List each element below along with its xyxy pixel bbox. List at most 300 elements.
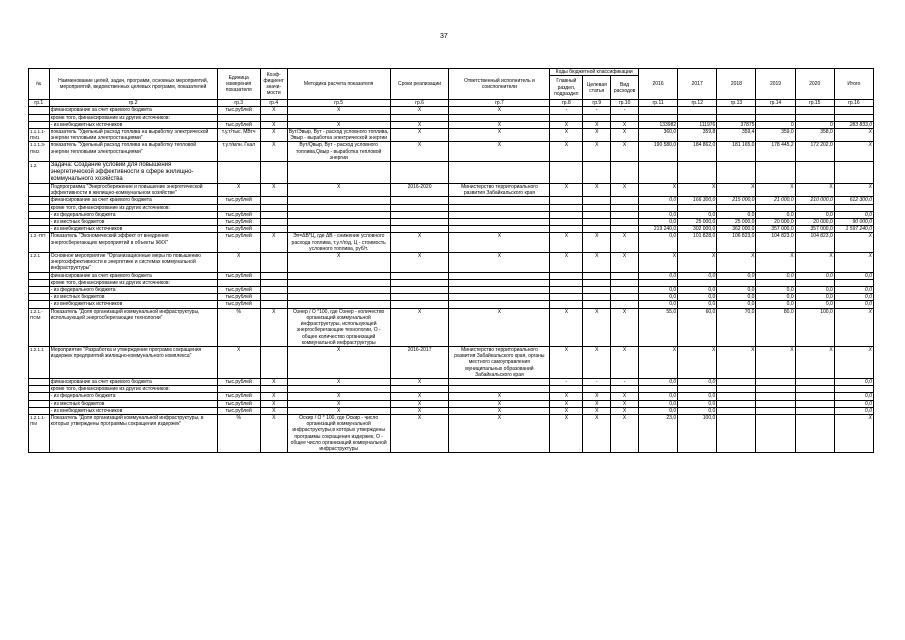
table-cell: X xyxy=(756,346,795,378)
table-cell: 0,0 xyxy=(678,287,717,294)
table-cell: тыс.рублей xyxy=(217,393,260,400)
table-cell xyxy=(611,114,639,121)
table-cell: Оэнер / О *100, где Оэнер - количество организаций коммунальной инфраструктуры, использующей энергосберегающие технологии, О - общее количество организаций коммунальной инфраструктуры xyxy=(287,308,390,346)
table-cell: X xyxy=(834,184,873,197)
table-cell: 0,0 xyxy=(756,211,795,218)
table-cell: тыс.рублей xyxy=(217,197,260,204)
table-cell xyxy=(449,204,550,211)
table-cell xyxy=(583,197,611,204)
table-cell: 0,0 xyxy=(834,301,873,308)
table-cell: - xyxy=(583,378,611,385)
table-cell: 1.2.1.1 xyxy=(29,346,50,378)
table-cell xyxy=(717,107,756,114)
table-cell xyxy=(287,162,390,184)
table-cell: X xyxy=(678,253,717,273)
table-cell xyxy=(583,279,611,286)
table-cell: 0,0 xyxy=(834,407,873,414)
table-row xyxy=(29,226,874,233)
table-cell xyxy=(834,107,873,114)
table-cell: X xyxy=(834,129,873,142)
table-cell: 357 000,0 xyxy=(756,226,795,233)
table-cell: X xyxy=(550,253,583,273)
table-cell: X xyxy=(260,407,287,414)
table-cell xyxy=(550,386,583,393)
table-cell xyxy=(29,107,50,114)
table-cell: тыс.рублей xyxy=(217,226,260,233)
table-cell xyxy=(29,226,50,233)
table-cell xyxy=(449,301,550,308)
table-cell xyxy=(834,386,873,393)
table-cell: 0,0 xyxy=(756,287,795,294)
table-cell: кроме того, финансирование из других источников: xyxy=(49,204,217,211)
table-cell: тыс.рублей xyxy=(217,400,260,407)
table-cell: 215 000,0 xyxy=(717,197,756,204)
table-cell: 100,0 xyxy=(678,414,717,452)
table-cell: X xyxy=(390,107,449,114)
table-cell xyxy=(29,407,50,414)
table-cell xyxy=(795,378,834,385)
column-number-cell: гр.13 xyxy=(717,100,756,107)
table-cell: 358,0 xyxy=(795,129,834,142)
table-cell xyxy=(217,162,260,184)
table-cell: 184 862,0 xyxy=(678,142,717,162)
table-row xyxy=(29,142,874,162)
table-cell: т.у.т/млн. Гкал xyxy=(217,142,260,162)
column-number-cell: гр.1 xyxy=(29,100,50,107)
table-cell xyxy=(449,272,550,279)
column-number-cell: гр.7 xyxy=(449,100,550,107)
table-cell xyxy=(29,386,50,393)
table-cell xyxy=(795,386,834,393)
table-cell xyxy=(260,219,287,226)
table-cell: 1.2.1.-ПОМ xyxy=(29,308,50,346)
table-cell xyxy=(260,211,287,218)
table-cell: X xyxy=(834,414,873,452)
table-cell: 283 833,0 xyxy=(834,121,873,128)
table-cell: 0,0 xyxy=(638,233,677,253)
table-row xyxy=(29,294,874,301)
table-cell: 0,0 xyxy=(717,211,756,218)
table-cell: X xyxy=(583,414,611,452)
table-cell xyxy=(287,272,390,279)
table-cell xyxy=(287,279,390,286)
table-cell xyxy=(717,407,756,414)
table-cell: 219 240,0 xyxy=(638,226,677,233)
table-cell: X xyxy=(260,308,287,346)
table-cell: X xyxy=(390,407,449,414)
table-cell: 0,0 xyxy=(717,294,756,301)
table-row xyxy=(29,162,874,184)
table-cell xyxy=(717,393,756,400)
table-cell: - из внебюджетных источников xyxy=(49,407,217,414)
table-cell xyxy=(756,386,795,393)
table-cell xyxy=(583,294,611,301)
header-responsible: Ответственный исполнитель и соисполнители xyxy=(449,69,550,100)
table-cell: X xyxy=(449,121,550,128)
table-cell xyxy=(611,162,639,184)
table-cell xyxy=(260,114,287,121)
table-cell: X xyxy=(583,308,611,346)
table-cell: 360,0 xyxy=(638,129,677,142)
table-cell: - из местных бюджетов xyxy=(49,400,217,407)
table-cell: 0,0 xyxy=(638,301,677,308)
table-cell xyxy=(795,414,834,452)
table-cell xyxy=(260,287,287,294)
table-cell: X xyxy=(756,184,795,197)
table-cell xyxy=(260,346,287,378)
table-cell: финансирование за счет краевого бюджета xyxy=(49,378,217,385)
table-cell xyxy=(287,386,390,393)
table-cell: показатель "Удельный расход топлива на выработку электрической энергии тепловыми электростанциями" xyxy=(49,129,217,142)
table-cell xyxy=(638,386,677,393)
table-row xyxy=(29,233,874,253)
table-cell xyxy=(717,114,756,121)
table-cell xyxy=(678,114,717,121)
table-cell: - xyxy=(550,378,583,385)
table-cell: Вут/Qвыр, Вут - расход условного топлива,Qвыр - выработка тепловой энергии xyxy=(287,142,390,162)
table-cell: 55,0 xyxy=(638,308,677,346)
table-cell: 0,0 xyxy=(638,219,677,226)
table-cell xyxy=(390,226,449,233)
table-cell: - из федерального бюджета xyxy=(49,393,217,400)
table-cell xyxy=(449,378,550,385)
table-cell: X xyxy=(449,407,550,414)
table-cell xyxy=(390,287,449,294)
table-cell: Оскир / О * 100, где Оскир - число организаций коммунальной инфраструктуры,в которых утверждены программы сокращения издержек, О - общее число организаций коммунальной инфраструктуры xyxy=(287,414,390,452)
table-cell: 2016-2017 xyxy=(390,346,449,378)
table-cell xyxy=(834,204,873,211)
table-cell xyxy=(611,197,639,204)
header-codes: Коды бюджетной классификации xyxy=(550,69,639,76)
table-cell: 0,0 xyxy=(638,393,677,400)
table-cell xyxy=(717,378,756,385)
table-cell: X xyxy=(611,393,639,400)
table-cell xyxy=(611,301,639,308)
table-cell: X xyxy=(449,414,550,452)
table-cell xyxy=(756,162,795,184)
table-cell: X xyxy=(449,129,550,142)
table-cell: 0,0 xyxy=(678,407,717,414)
table-cell xyxy=(550,114,583,121)
header-total: Итого xyxy=(834,69,873,100)
table-row xyxy=(29,287,874,294)
table-cell: Министерство территориального развития Забайкальского края, органы местного самоуправления муниципальных образований Забайкальского края xyxy=(449,346,550,378)
table-cell xyxy=(611,211,639,218)
table-cell: - из местных бюджетов xyxy=(49,294,217,301)
table-cell: X xyxy=(583,253,611,273)
table-cell: 0,0 xyxy=(678,378,717,385)
table-cell xyxy=(678,204,717,211)
table-cell: 0,0 xyxy=(638,287,677,294)
table-cell xyxy=(287,294,390,301)
table-row xyxy=(29,204,874,211)
table-cell: X xyxy=(287,400,390,407)
table-cell xyxy=(834,114,873,121)
table-cell: 25 000,0 xyxy=(678,219,717,226)
header-2019: 2019 xyxy=(756,69,795,100)
table-cell: Показатель "Доля организаций коммунальной инфраструктуры, в которых утверждены программы сокращения издержек" xyxy=(49,414,217,452)
table-cell: 0 xyxy=(756,121,795,128)
table-cell: 0,0 xyxy=(638,400,677,407)
table-cell: 0 xyxy=(795,121,834,128)
table-cell: X xyxy=(287,407,390,414)
table-cell: 25 000,0 xyxy=(717,219,756,226)
table-cell: X xyxy=(678,184,717,197)
table-cell xyxy=(260,294,287,301)
table-cell: - из федерального бюджета xyxy=(49,211,217,218)
table-cell xyxy=(550,279,583,286)
table-cell xyxy=(287,287,390,294)
table-cell: % xyxy=(217,308,260,346)
table-cell: 210 000,0 xyxy=(795,197,834,204)
table-cell xyxy=(756,414,795,452)
table-cell: 0,0 xyxy=(678,272,717,279)
table-cell xyxy=(449,294,550,301)
table-cell xyxy=(583,272,611,279)
table-cell xyxy=(756,114,795,121)
table-cell: X xyxy=(611,142,639,162)
table-cell: 0,0 xyxy=(795,294,834,301)
table-cell: X xyxy=(260,142,287,162)
table-cell xyxy=(217,114,260,121)
table-cell: 359,4 xyxy=(717,129,756,142)
table-cell: X xyxy=(260,107,287,114)
table-cell xyxy=(449,226,550,233)
table-cell xyxy=(611,294,639,301)
table-cell: X xyxy=(217,253,260,273)
table-cell xyxy=(260,386,287,393)
table-cell: - из внебюджетных источников xyxy=(49,226,217,233)
table-cell: X xyxy=(834,253,873,273)
table-cell: 612 300,0 xyxy=(834,197,873,204)
table-cell xyxy=(29,197,50,204)
table-cell: - из федерального бюджета xyxy=(49,287,217,294)
table-cell: тыс.рублей xyxy=(217,272,260,279)
table-cell xyxy=(390,197,449,204)
table-cell: Показатель "Доля организаций коммунальной инфраструктуры, использующей энергосберегающие технологии" xyxy=(49,308,217,346)
table-cell xyxy=(217,279,260,286)
table-cell: X xyxy=(390,233,449,253)
table-cell: X xyxy=(834,308,873,346)
table-cell: 100,0 xyxy=(795,308,834,346)
table-cell: 1.1.1.1-ПМ1 xyxy=(29,129,50,142)
table-cell xyxy=(583,114,611,121)
table-cell xyxy=(449,114,550,121)
table-cell xyxy=(29,287,50,294)
table-cell: X xyxy=(611,407,639,414)
table-cell xyxy=(260,162,287,184)
table-row xyxy=(29,279,874,286)
table-cell: 190 580,0 xyxy=(638,142,677,162)
table-row xyxy=(29,114,874,121)
table-cell xyxy=(29,301,50,308)
table-cell: 111976 xyxy=(678,121,717,128)
table-cell: Показатель "Экономический эффект от внедрения энергосберегающих мероприятий в объекты ЖКХ" xyxy=(49,233,217,253)
column-number-cell: гр.5 xyxy=(287,100,390,107)
table-cell xyxy=(717,400,756,407)
column-number-cell: гр.8 xyxy=(550,100,583,107)
table-cell xyxy=(449,386,550,393)
table-cell: 80,0 xyxy=(756,308,795,346)
table-cell: X xyxy=(287,253,390,273)
table-cell: 0,0 xyxy=(638,294,677,301)
table-cell: 362 000,0 xyxy=(717,226,756,233)
table-cell: X xyxy=(550,233,583,253)
table-cell xyxy=(638,279,677,286)
table-cell: X xyxy=(217,184,260,197)
table-cell: Мероприятие "Разработка и утверждение программ сокращения издержек предприятий жилищно-коммунального комплекса" xyxy=(49,346,217,378)
table-cell: X xyxy=(583,346,611,378)
table-cell: показатель "Удельный расход топлива на выработку тепловой энергии тепловыми электростанциями" xyxy=(49,142,217,162)
table-row xyxy=(29,407,874,414)
table-cell: X xyxy=(260,378,287,385)
table-cell: 20 000,0 xyxy=(795,219,834,226)
table-cell: 0,0 xyxy=(678,400,717,407)
table-cell: X xyxy=(287,184,390,197)
table-cell xyxy=(717,279,756,286)
table-cell xyxy=(449,162,550,184)
table-cell: X xyxy=(611,184,639,197)
column-number-cell: гр.14 xyxy=(756,100,795,107)
table-cell xyxy=(449,287,550,294)
table-cell xyxy=(583,386,611,393)
table-cell: 0,0 xyxy=(678,294,717,301)
table-cell xyxy=(29,114,50,121)
table-cell xyxy=(795,107,834,114)
table-cell xyxy=(611,279,639,286)
table-cell: X xyxy=(287,378,390,385)
table-cell: финансирование за счет краевого бюджета xyxy=(49,197,217,204)
table-cell xyxy=(550,294,583,301)
table-cell: 0,0 xyxy=(756,301,795,308)
table-cell xyxy=(390,204,449,211)
header-num: № xyxy=(29,69,50,100)
table-cell: X xyxy=(260,400,287,407)
table-cell: 0,0 xyxy=(795,211,834,218)
table-cell xyxy=(217,386,260,393)
table-cell xyxy=(756,378,795,385)
table-cell: X xyxy=(550,142,583,162)
table-cell xyxy=(217,204,260,211)
table-cell xyxy=(717,414,756,452)
table-cell xyxy=(287,301,390,308)
table-cell: 0,0 xyxy=(638,211,677,218)
table-cell xyxy=(390,272,449,279)
table-cell xyxy=(583,226,611,233)
header-2016: 2016 xyxy=(638,69,677,100)
table-cell: - xyxy=(583,107,611,114)
table-row xyxy=(29,400,874,407)
table-cell xyxy=(449,197,550,204)
table-cell: X xyxy=(717,346,756,378)
table-cell: 181 165,0 xyxy=(717,142,756,162)
table-cell xyxy=(583,162,611,184)
table-row xyxy=(29,197,874,204)
table-cell: 0,0 xyxy=(834,378,873,385)
table-cell xyxy=(678,386,717,393)
table-row xyxy=(29,184,874,197)
table-cell xyxy=(638,107,677,114)
table-cell: X xyxy=(260,233,287,253)
table-cell: X xyxy=(756,253,795,273)
table-cell: X xyxy=(390,378,449,385)
table-cell xyxy=(390,279,449,286)
table-cell xyxy=(638,114,677,121)
table-row xyxy=(29,107,874,114)
table-cell: X xyxy=(390,414,449,452)
table-cell: 0,0 xyxy=(756,294,795,301)
table-cell xyxy=(583,287,611,294)
table-cell xyxy=(638,204,677,211)
table-row xyxy=(29,393,874,400)
table-cell: 101 828,0 xyxy=(678,233,717,253)
table-cell: 0,0 xyxy=(795,287,834,294)
table-cell: Эп=ΔВ*Ц, где ΔВ - снижение условного расхода топлива, т.у.т/год, Ц - стоимость условного топлива, руб/т. xyxy=(287,233,390,253)
table-cell: X xyxy=(638,253,677,273)
table-cell: 0,0 xyxy=(834,393,873,400)
table-cell: 0,0 xyxy=(834,211,873,218)
table-cell: - из местных бюджетов xyxy=(49,219,217,226)
header-term: Сроки реализации xyxy=(390,69,449,100)
table-cell: X xyxy=(260,129,287,142)
table-cell: 21 000,0 xyxy=(756,197,795,204)
table-cell xyxy=(611,226,639,233)
table-cell: 359,0 xyxy=(756,129,795,142)
table-cell: тыс.рублей xyxy=(217,407,260,414)
table-cell xyxy=(29,184,50,197)
table-cell: 359,8 xyxy=(678,129,717,142)
table-cell: X xyxy=(260,121,287,128)
table-cell: Министерство территориального развития Забайкальского края xyxy=(449,184,550,197)
table-cell xyxy=(260,301,287,308)
table-cell: X xyxy=(611,346,639,378)
table-cell xyxy=(29,121,50,128)
table-cell xyxy=(29,393,50,400)
table-cell: X xyxy=(717,184,756,197)
table-cell: 0,0 xyxy=(717,272,756,279)
table-cell xyxy=(583,301,611,308)
table-cell xyxy=(260,272,287,279)
table-cell xyxy=(29,279,50,286)
table-cell xyxy=(260,204,287,211)
table-cell: X xyxy=(449,400,550,407)
table-cell: 1.2.1.1-ПМ xyxy=(29,414,50,452)
column-number-cell: гр.3 xyxy=(217,100,260,107)
table-cell: - xyxy=(550,107,583,114)
table-cell: X xyxy=(611,121,639,128)
table-cell: X xyxy=(550,121,583,128)
table-cell xyxy=(550,197,583,204)
table-cell: 20 000,0 xyxy=(756,219,795,226)
header-method: Методика расчета показателя xyxy=(287,69,390,100)
table-row xyxy=(29,301,874,308)
table-cell xyxy=(678,279,717,286)
header-code-kind: Вид расходов xyxy=(611,76,639,100)
table-cell: X xyxy=(390,129,449,142)
table-cell: X xyxy=(449,253,550,273)
table-row xyxy=(29,272,874,279)
table-cell: X xyxy=(795,184,834,197)
table-cell: 106 823,0 xyxy=(717,233,756,253)
table-cell: X xyxy=(287,107,390,114)
table-cell: 0,0 xyxy=(678,211,717,218)
table-cell xyxy=(795,279,834,286)
table-cell: X xyxy=(678,346,717,378)
table-cell xyxy=(583,219,611,226)
table-cell: X xyxy=(638,346,677,378)
table-cell: тыс.рублей xyxy=(217,294,260,301)
table-cell: X xyxy=(583,407,611,414)
